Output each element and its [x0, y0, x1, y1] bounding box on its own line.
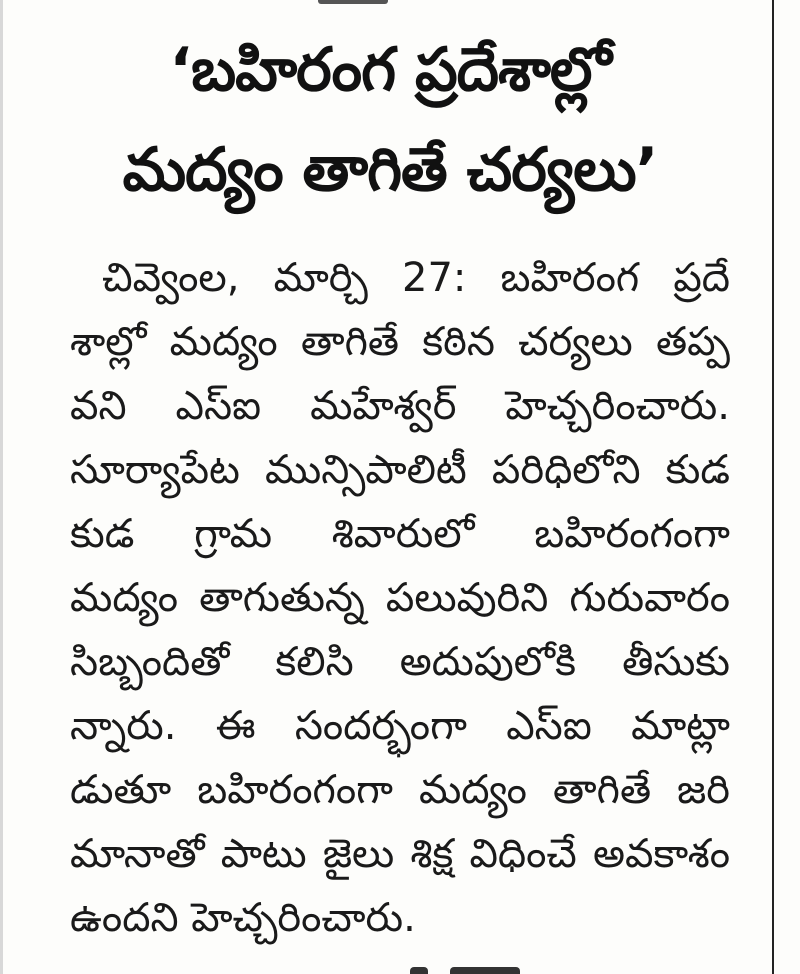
body-line: సూర్యాపేట మున్సిపాలిటీ పరిధిలోని కుడ [70, 447, 730, 493]
body-line: సిబ్బందితో కలిసి అదుపులోకి తీసుకు [70, 639, 730, 685]
body-line: మానాతో పాటు జైలు శిక్ష విధించే అవకాశం [70, 831, 730, 877]
body-line: వని ఎస్‌ఐ మహేశ్వర్‌ హెచ్చరించారు. [70, 383, 730, 429]
bottom-cropped-fragment [410, 964, 530, 974]
top-cropped-fragment [318, 0, 388, 4]
body-line: మద్యం తాగుతున్న పలువురిని గురువారం [70, 575, 730, 621]
article-body [70, 246, 730, 950]
body-line: కుడ గ్రామ శివారులో బహిరంగంగా [70, 511, 730, 557]
left-border [0, 0, 3, 974]
body-line: చివ్వెంల, మార్చి 27: బహిరంగ ప్రదే [102, 255, 730, 301]
body-line: డుతూ బహిరంగంగా మద్యం తాగితే జరి [70, 767, 730, 813]
headline-line-2: మద్యం తాగితే చర్యలు’ [122, 135, 658, 205]
body-line: ఉందని హెచ్చరించారు. [70, 895, 416, 941]
body-line: శాల్లో మద్యం తాగితే కఠిన చర్యలు తప్ప [70, 319, 730, 365]
headline-line-1: ‘బహిరంగ ప్రదేశాల్లో [169, 35, 611, 105]
body-line: న్నారు. ఈ సందర్భంగా ఎస్‌ఐ మాట్లా [70, 703, 730, 749]
column-rule [772, 0, 774, 974]
